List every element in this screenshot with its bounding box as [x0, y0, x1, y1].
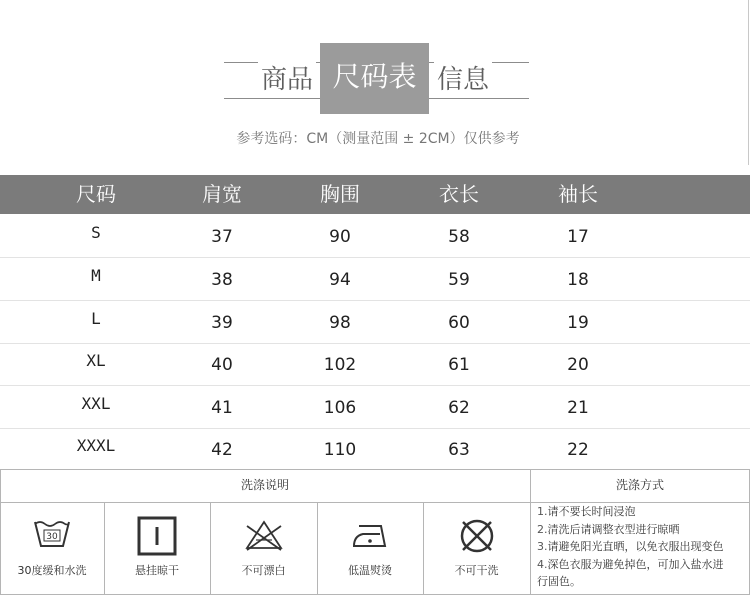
wash-border-bottom: [0, 594, 750, 595]
care-item-hang-dry: [104, 502, 210, 594]
table-row: [0, 342, 750, 386]
wash-note-item: [537, 538, 749, 556]
length-cell: 60: [448, 313, 470, 333]
shoulder-cell: 37: [211, 227, 233, 247]
chest-cell: 102: [323, 355, 357, 375]
column-header-chest: 胸围: [320, 182, 360, 206]
table-row: [0, 385, 750, 429]
care-label: 悬挂晾干: [135, 564, 179, 577]
care-label: 不可漂白: [241, 564, 286, 577]
shoulder-cell: 38: [211, 270, 233, 290]
wash-note-number: 3.: [537, 540, 548, 554]
no-bleach-icon: [243, 516, 285, 556]
hang-dry-icon: [137, 516, 177, 560]
care-label: 30度缓和水洗: [17, 564, 87, 577]
chest-cell: 110: [323, 440, 357, 460]
column-header-size: 尺码: [76, 182, 116, 206]
wash-method-notes: [537, 503, 749, 591]
wash-note-number: 1.: [537, 505, 548, 518]
length-cell: 58: [448, 227, 470, 247]
no-dry-clean-icon: [457, 516, 497, 560]
wash-note-text: 请不要长时间浸泡: [547, 505, 636, 518]
sleeve-cell: 19: [567, 313, 589, 333]
chest-cell: 98: [329, 313, 351, 333]
table-row: [0, 427, 750, 470]
measurement-note: 参考选码：CM（测量范围 ± 2CM）仅供参考: [236, 131, 520, 147]
size-cell: XXL: [81, 394, 111, 413]
low-iron-icon: [349, 516, 391, 556]
wash-temp-badge: 30: [46, 532, 58, 542]
table-row: [0, 214, 750, 258]
size-cell: L: [91, 309, 101, 328]
shoulder-cell: 40: [211, 355, 233, 375]
length-cell: 62: [448, 398, 470, 418]
wash-note-text: 行固色。: [537, 575, 581, 589]
sleeve-cell: 18: [567, 270, 589, 290]
wash-note-number: 2.: [537, 522, 548, 536]
sleeve-cell: 17: [567, 227, 589, 247]
wash-note-item: [537, 521, 749, 539]
wash-30-icon: [33, 516, 71, 554]
care-label: 低温熨烫: [348, 564, 392, 577]
sleeve-cell: 22: [567, 440, 589, 460]
care-item-wash-30: [0, 502, 104, 594]
title-highlight: 尺码表: [320, 43, 429, 114]
wash-note-text: 请避免阳光直晒，以免衣服出现变色: [547, 540, 724, 554]
size-cell: XXXL: [76, 436, 116, 455]
wash-methods-title: 洗涤方式: [615, 478, 664, 492]
chest-cell: 94: [329, 270, 351, 290]
sleeve-cell: 21: [567, 398, 589, 418]
chest-cell: 90: [329, 227, 351, 247]
care-label: 不可干洗: [454, 564, 499, 577]
table-row: [0, 300, 750, 344]
wash-note-text: 深色衣服为避免掉色，可加入盐水进: [547, 557, 724, 571]
chest-cell: 106: [323, 398, 357, 418]
care-item-low-iron: [317, 502, 423, 594]
wash-note-item: [537, 573, 749, 591]
shoulder-cell: 39: [211, 313, 233, 333]
sleeve-cell: 20: [567, 355, 589, 375]
title-suffix: 信息: [434, 62, 492, 98]
wash-note-item: [537, 556, 749, 574]
length-cell: 61: [448, 355, 470, 375]
wash-note-number: 4.: [537, 557, 548, 571]
size-cell: S: [91, 223, 101, 242]
size-cell: XL: [86, 351, 106, 370]
length-cell: 59: [448, 270, 470, 290]
wash-note-item: [537, 503, 749, 521]
wash-instructions-title: 洗涤说明: [240, 478, 289, 492]
column-header-shoulder: 肩宽: [202, 182, 242, 206]
shoulder-cell: 42: [211, 440, 233, 460]
title-prefix: 商品: [258, 62, 316, 98]
size-table-header: [0, 175, 750, 214]
wash-note-text: 清洗后请调整衣型进行晾晒: [547, 522, 680, 536]
length-cell: 63: [448, 440, 470, 460]
column-header-sleeve: 袖长: [558, 182, 598, 206]
size-cell: M: [91, 266, 101, 285]
care-item-no-dry-clean: [423, 502, 530, 594]
column-header-length: 衣长: [439, 182, 479, 206]
care-item-no-bleach: [210, 502, 317, 594]
shoulder-cell: 41: [211, 398, 233, 418]
table-row: [0, 257, 750, 301]
